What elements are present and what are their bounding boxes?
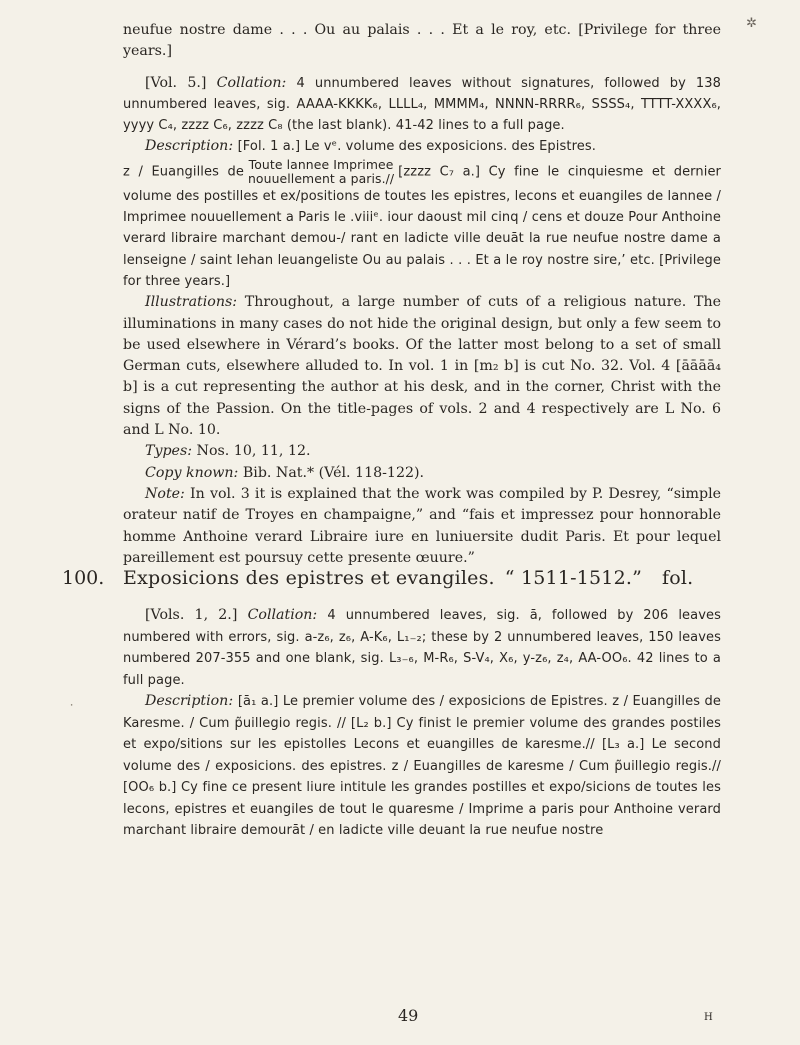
- entry-title: Exposicions des epistres et evangiles.: [123, 567, 495, 589]
- copy-known-text: Bib. Nat.* (Vél. 118-122).: [242, 464, 425, 481]
- entry100-collation-label: Collation:: [247, 607, 318, 623]
- entry100-description-label: Description:: [145, 693, 234, 709]
- types-label: Types:: [145, 443, 193, 460]
- vol5-collation: [123, 73, 721, 137]
- entry-year: “ 1511-1512.”: [504, 567, 643, 589]
- entry-heading: [123, 567, 723, 589]
- entry100-lead: [Vols. 1, 2.]: [145, 607, 238, 623]
- vol5-collation-text: 4 unnumbered leaves without signatures, followed by 138 unnumbered leaves, sig. AAAA-KKKK₆, LLLL₄, MMMM₄, NNNN-RRRR₆, SSSS₄, TTTT-XXXX₆, yyyy C₄, zzzz C₆, zzzz C₈ (the last blank). 41-42 lines to a full page.: [123, 75, 721, 134]
- illustrations-text: Throughout, a large number of cuts of a religious nature. The illuminations in many cases do not hide the original design, but only a few seem to be used elsewhere in Vérard’s books. Of the latter most belong to a set of small German cuts, elsewhere alluded to. In vol. 1 in [m₂ b] is cut No. 32. Vol. 4 [āāāā₄ b] is a cut representing the author at his desk, and in the corner, Christ with the signs of the Passion. On the title-pages of vols. 2 and 4 respectively are L No. 6 and L No. 10.: [123, 294, 721, 439]
- vol5-description-label: Description:: [145, 138, 234, 155]
- vol5-collation-label: Collation:: [216, 74, 287, 91]
- vol5-desc-after: [zzzz C₇ a.] Cy fine le cinquiesme: [398, 164, 644, 180]
- vol5-description-start: [Fol. 1 a.] Le vᵉ. volume des exposicions. des Epistres.: [237, 139, 596, 155]
- toute-bottom: nouuellement a paris.//: [247, 170, 395, 186]
- note-text: In vol. 3 it is explained that the work was compiled by P. Desrey, “simple orateur natif de Troyes en champaigne,” and “fais et impressez pour honnorable homme Anthoine verard Libraire iure en luniuersite dudit Paris. Et pour lequel pareillement est poursuy cette presente œuure.”: [123, 485, 722, 566]
- entry-100-body: [123, 605, 721, 842]
- entry100-collation-text: 4 unnumbered leaves, sig. ā, followed by 206 leaves numbered with errors, sig. a-z₆, z₆, A-K₆, L₁₋₂; these by 2 unnumbered leaves, 150 leaves numbered 207-355 and one blank, sig. L₃₋₆, M-R₆, S-V₄, X₆, y-z₆, z₄, AA-OO₆. 42 lines to a full page.: [123, 608, 721, 688]
- vol5-description: [123, 136, 721, 157]
- toute-top: Toute lannee Imprimee: [248, 156, 394, 172]
- vol5-copy-known: [123, 463, 721, 484]
- note-label: Note:: [145, 485, 185, 502]
- toute-lannee-bracket: [248, 158, 394, 186]
- vol5-illustrations: [123, 292, 721, 441]
- signature-mark: H: [704, 1012, 713, 1023]
- page-number: 49: [398, 1006, 419, 1025]
- vol5-desc-prefix: z / Euangilles de: [123, 164, 244, 180]
- illustrations-label: Illustrations:: [145, 294, 238, 311]
- vol5-lead: [Vol. 5.]: [145, 74, 207, 91]
- vol5-description-colophon: [123, 158, 721, 292]
- types-text: Nos. 10, 11, 12.: [196, 443, 311, 460]
- privilege-line: neufue nostre dame . . . Ou au palais . . . Et a le roy, etc. [Privilege for three years.]: [123, 22, 721, 60]
- entry-number: 100.: [62, 567, 105, 589]
- margin-speck: ⸳: [70, 696, 74, 710]
- vol5-types: [123, 441, 721, 462]
- entry-99-continuation: [123, 20, 721, 569]
- vol5-note: [123, 484, 721, 569]
- vol5-description-rest: et dernier volume des postilles et ex/positions de toutes les epistres, lecons et euangiles de lannee / Imprimee nouuellement a Paris le .viiiᵉ. iour daoust mil cinq / cens et douze Pour Anthoine verard libraire marchant demou-/ rant en ladicte ville deuāt la rue neufue nostre dame a lenseigne / saint Iehan leuangeliste Ou au palais . . . Et a le roy nostre sire,’ etc. [Privilege for three years.]: [123, 164, 721, 289]
- entry100-description-text: [ā₁ a.] Le premier volume des / exposicions de Epistres. z / Euangilles de Karesme. / Cum p̃uillegio regis. // [L₂ b.] Cy finist le premier volume des grandes postiles et expo/sitions sur les epistolles Lecons et euangilles de karesme.// [L₃ a.] Le second volume des / exposicions. des epistres. z / Euangilles de karesme / Cum p̃uillegio regis.// [OO₆ b.] Cy fine ce present liure intitule les grandes postilles et expo/sicions de toutes les lecons, epistres et euangiles de tout le quaresme / Imprime a paris pour Anthoine verard marchant libraire demourāt / en ladicte ville deuant la rue neufue nostre: [123, 694, 722, 838]
- top-margin-mark: ✲: [746, 16, 757, 31]
- entry100-description: [123, 691, 721, 842]
- entry100-collation: [123, 605, 721, 691]
- entry-format: fol.: [662, 567, 694, 589]
- copy-known-label: Copy known:: [145, 464, 239, 481]
